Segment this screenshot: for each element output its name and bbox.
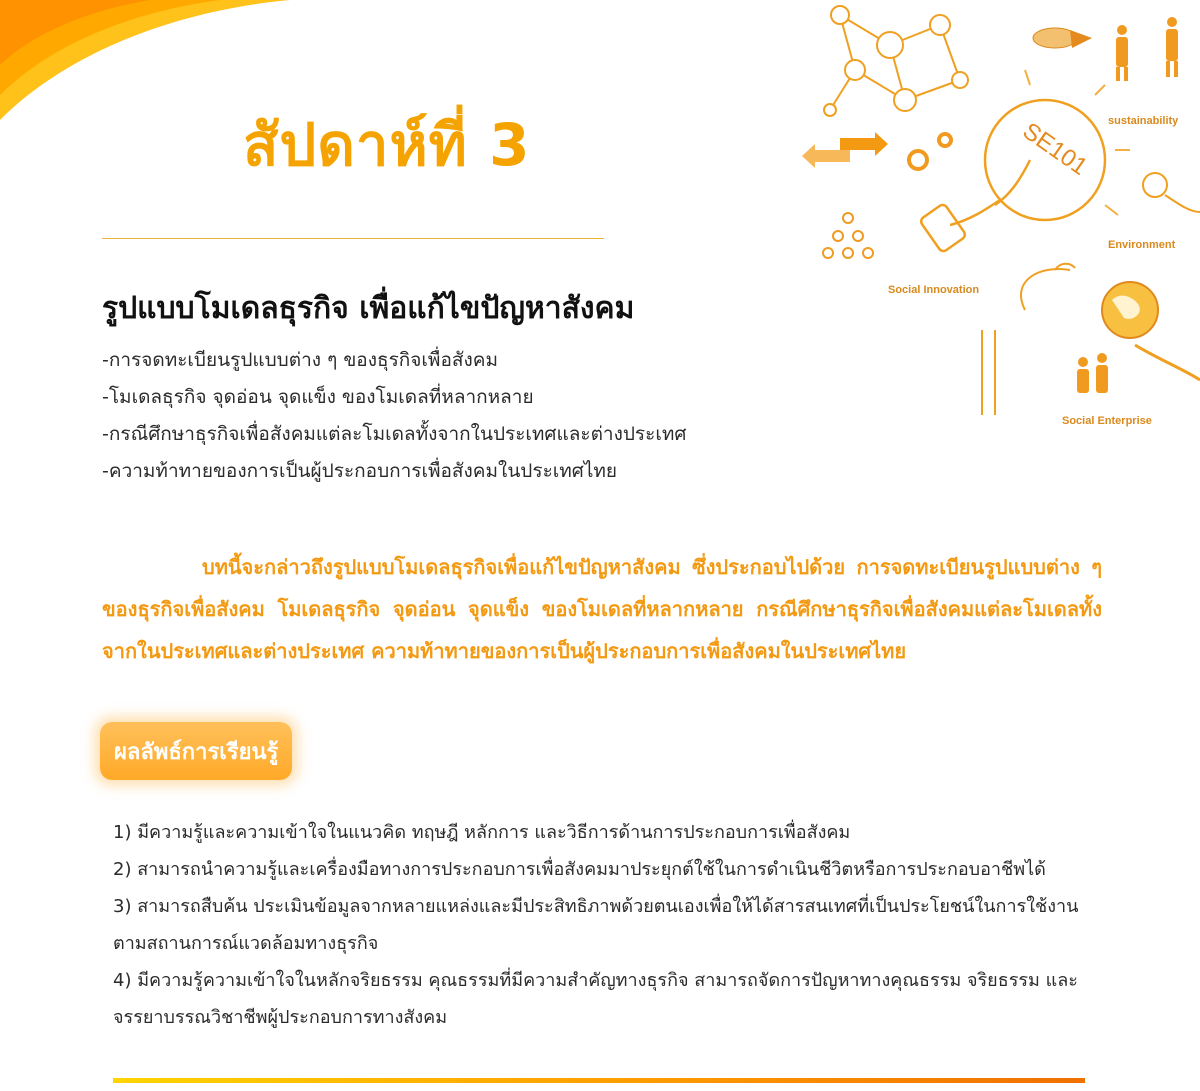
globe-in-hand-icon	[1102, 282, 1200, 380]
gear-icon	[909, 134, 951, 169]
week-title: สัปดาห์ที่ 3	[243, 111, 531, 179]
topic-item: -การจดทะเบียนรูปแบบต่าง ๆ ของธุรกิจเพื่อสังคม	[102, 349, 498, 371]
learning-outcomes-list	[113, 814, 1103, 1036]
topic-item: -โมเดลธุรกิจ จุดอ่อน จุดแข็ง ของโมเดลที่หลากหลาย	[102, 386, 534, 408]
intro-paragraph: บทนี้จะกล่าวถึงรูปแบบโมเดลธุรกิจเพื่อแก้ไขปัญหาสังคม ซึ่งประกอบไปด้วย การจดทะเบียนรูปแบบต่าง ๆ ของธุรกิจเพื่อสังคม โมเดลธุรกิจ จุดอ่อน จุดแข็ง ของโมเดลที่หลากหลาย กรณีศึกษาธุรกิจเพื่อสังคมแต่ละโมเดลทั้งจากในประเทศและต่างประเทศ ความท้าทายของการเป็นผู้ประกอบการเพื่อสังคมในประเทศไทย	[102, 555, 1102, 663]
curved-arrow-icon	[1021, 264, 1075, 310]
outcome-item: 4) มีความรู้ความเข้าใจในหลักจริยธรรม คุณธรรมที่มีความสำคัญทางธุรกิจ สามารถจัดการปัญหาทางคุณธรรม จริยธรรม และจรรยาบรรณวิชาชีพผู้ประกอบการทางสังคม	[113, 970, 1078, 1028]
people-group-icon	[823, 213, 873, 258]
topic-list	[102, 342, 686, 490]
hand-bulb-icon	[1143, 173, 1200, 212]
learning-outcomes-label: ผลลัพธ์การเรียนรู้	[114, 739, 279, 765]
bulb-text: SE101	[1017, 117, 1093, 181]
environment-label: Environment	[1108, 239, 1176, 251]
arrows-icon	[802, 132, 888, 168]
social-enterprise-illustration	[800, 0, 1200, 440]
up-down-arrows-icon	[982, 330, 995, 415]
social-enterprise-label: Social Enterprise	[1062, 415, 1152, 427]
outcome-item: 2) สามารถนำความรู้และเครื่องมือทางการประกอบการเพื่อสังคมมาประยุกต์ใช้ในการดำเนินชีวิตหรือการประกอบอาชีพได้	[113, 859, 1046, 880]
learning-outcomes-badge	[100, 722, 292, 780]
topic-item: -ความท้าทายของการเป็นผู้ประกอบการเพื่อสังคมในประเทศไทย	[102, 460, 618, 482]
social-innovation-label: Social Innovation	[888, 284, 980, 296]
title-divider	[102, 238, 604, 239]
topic-item: -กรณีศึกษาธุรกิจเพื่อสังคมแต่ละโมเดลทั้งจากในประเทศและต่างประเทศ	[102, 423, 687, 445]
molecule-network-icon	[824, 6, 968, 116]
sustainability-label: sustainability	[1108, 115, 1179, 127]
light-bulb-icon	[919, 100, 1105, 253]
pie-chart-icon	[1033, 28, 1092, 48]
outcome-item: 1) มีความรู้และความเข้าใจในแนวคิด ทฤษฎี หลักการ และวิธีการด้านการประกอบการเพื่อสังคม	[113, 822, 851, 843]
businessmen-icon	[1116, 17, 1178, 81]
outcome-item: 3) สามารถสืบค้น ประเมินข้อมูลจากหลายแหล่งและมีประสิทธิภาพด้วยตนเองเพื่อให้ได้สารสนเทศที่เป็นประโยชน์ในการใช้งานตามสถานการณ์แวดล้อมทางธุรกิจ	[113, 896, 1079, 954]
section-heading: รูปแบบโมเดลธุรกิจ เพื่อแก้ไขปัญหาสังคม	[102, 291, 635, 326]
bottom-divider	[113, 1078, 1085, 1083]
business-team-icon	[1077, 353, 1108, 393]
